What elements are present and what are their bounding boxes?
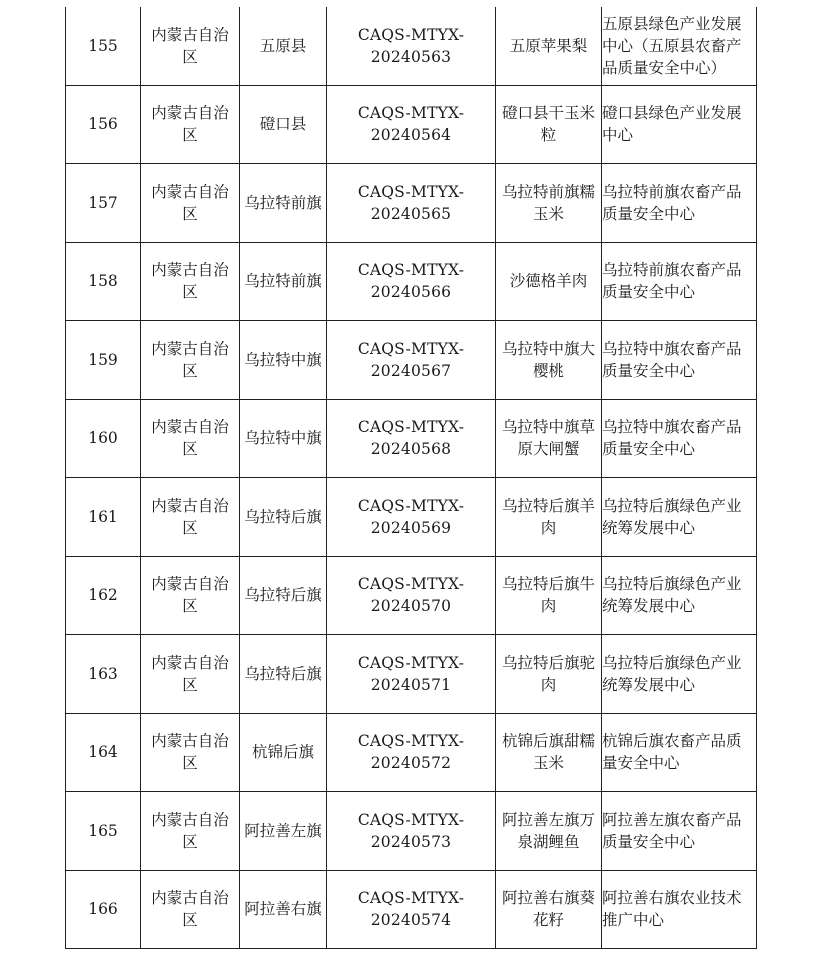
county-cell: 乌拉特前旗: [240, 242, 327, 321]
province-cell: [141, 321, 240, 400]
county-cell: 乌拉特前旗: [240, 164, 327, 243]
row-number-cell: 164: [66, 713, 141, 792]
table-row: [66, 7, 757, 85]
table-row: [66, 635, 757, 714]
organization-cell: 乌拉特中旗农畜产品质量安全中心: [602, 399, 757, 478]
province-cell: [141, 556, 240, 635]
province-cell: [141, 399, 240, 478]
organization-cell: 乌拉特前旗农畜产品质量安全中心: [602, 164, 757, 243]
product-name-cell: 阿拉善左旗万泉湖鲤鱼: [496, 792, 602, 871]
county-cell: 磴口县: [240, 85, 327, 164]
certificate-code-cell: CAQS-MTYX-20240571: [327, 635, 496, 714]
row-number-cell: 163: [66, 635, 141, 714]
county-cell: 阿拉善左旗: [240, 792, 327, 871]
province-text: 内蒙古自治区: [151, 261, 229, 302]
row-number-cell: 156: [66, 85, 141, 164]
certificate-code-cell: CAQS-MTYX-20240563: [327, 7, 496, 85]
organization-cell: 阿拉善左旗农畜产品质量安全中心: [602, 792, 757, 871]
row-number-cell: 166: [66, 870, 141, 949]
product-name-cell: 乌拉特后旗驼肉: [496, 635, 602, 714]
registry-table-body: [66, 7, 757, 949]
registry-table: [65, 7, 757, 949]
table-row: [66, 713, 757, 792]
product-name-cell: 乌拉特后旗牛肉: [496, 556, 602, 635]
county-cell: 乌拉特中旗: [240, 321, 327, 400]
row-number-cell: 162: [66, 556, 141, 635]
province-text: 内蒙古自治区: [151, 25, 229, 66]
organization-cell: 磴口县绿色产业发展中心: [602, 85, 757, 164]
county-cell: 杭锦后旗: [240, 713, 327, 792]
certificate-code-cell: CAQS-MTYX-20240572: [327, 713, 496, 792]
organization-cell: 乌拉特中旗农畜产品质量安全中心: [602, 321, 757, 400]
certificate-code-cell: CAQS-MTYX-20240574: [327, 870, 496, 949]
organization-cell: 乌拉特后旗绿色产业统筹发展中心: [602, 478, 757, 557]
product-name-cell: 五原苹果梨: [496, 7, 602, 85]
table-row: [66, 556, 757, 635]
county-cell: 乌拉特后旗: [240, 556, 327, 635]
province-cell: [141, 478, 240, 557]
province-cell: [141, 7, 240, 85]
product-name-cell: 乌拉特后旗羊肉: [496, 478, 602, 557]
certificate-code-cell: CAQS-MTYX-20240569: [327, 478, 496, 557]
row-number-cell: 159: [66, 321, 141, 400]
table-row: [66, 164, 757, 243]
certificate-code-cell: CAQS-MTYX-20240564: [327, 85, 496, 164]
province-text: 内蒙古自治区: [151, 339, 229, 380]
province-cell: [141, 85, 240, 164]
organization-cell: 五原县绿色产业发展中心（五原县农畜产品质量安全中心）: [602, 7, 757, 85]
table-row: [66, 478, 757, 557]
product-name-cell: 乌拉特中旗草原大闸蟹: [496, 399, 602, 478]
province-cell: [141, 635, 240, 714]
organization-cell: 乌拉特前旗农畜产品质量安全中心: [602, 242, 757, 321]
county-cell: 乌拉特后旗: [240, 478, 327, 557]
county-cell: 阿拉善右旗: [240, 870, 327, 949]
table-row: [66, 399, 757, 478]
province-text: 内蒙古自治区: [151, 104, 229, 145]
county-cell: 乌拉特后旗: [240, 635, 327, 714]
province-cell: [141, 792, 240, 871]
product-name-cell: 沙德格羊肉: [496, 242, 602, 321]
province-cell: [141, 242, 240, 321]
province-text: 内蒙古自治区: [151, 810, 229, 851]
product-name-cell: 杭锦后旗甜糯玉米: [496, 713, 602, 792]
certificate-code-cell: CAQS-MTYX-20240568: [327, 399, 496, 478]
organization-cell: 杭锦后旗农畜产品质量安全中心: [602, 713, 757, 792]
product-name-cell: 乌拉特中旗大樱桃: [496, 321, 602, 400]
product-name-cell: 阿拉善右旗葵花籽: [496, 870, 602, 949]
product-name-cell: 磴口县干玉米粒: [496, 85, 602, 164]
province-cell: [141, 713, 240, 792]
organization-cell: 乌拉特后旗绿色产业统筹发展中心: [602, 556, 757, 635]
province-text: 内蒙古自治区: [151, 496, 229, 537]
certificate-code-cell: CAQS-MTYX-20240573: [327, 792, 496, 871]
row-number-cell: 165: [66, 792, 141, 871]
row-number-cell: 158: [66, 242, 141, 321]
province-text: 内蒙古自治区: [151, 732, 229, 773]
organization-cell: 阿拉善右旗农业技术推广中心: [602, 870, 757, 949]
table-row: [66, 85, 757, 164]
organization-cell: 乌拉特后旗绿色产业统筹发展中心: [602, 635, 757, 714]
county-cell: 五原县: [240, 7, 327, 85]
table-row: [66, 870, 757, 949]
province-text: 内蒙古自治区: [151, 889, 229, 930]
province-text: 内蒙古自治区: [151, 418, 229, 459]
province-text: 内蒙古自治区: [151, 575, 229, 616]
certificate-code-cell: CAQS-MTYX-20240566: [327, 242, 496, 321]
row-number-cell: 157: [66, 164, 141, 243]
table-row: [66, 321, 757, 400]
province-text: 内蒙古自治区: [151, 182, 229, 223]
certificate-code-cell: CAQS-MTYX-20240565: [327, 164, 496, 243]
row-number-cell: 160: [66, 399, 141, 478]
table-row: [66, 792, 757, 871]
row-number-cell: 155: [66, 7, 141, 85]
county-cell: 乌拉特中旗: [240, 399, 327, 478]
province-text: 内蒙古自治区: [151, 653, 229, 694]
product-name-cell: 乌拉特前旗糯玉米: [496, 164, 602, 243]
certificate-code-cell: CAQS-MTYX-20240570: [327, 556, 496, 635]
province-cell: [141, 164, 240, 243]
certificate-code-cell: CAQS-MTYX-20240567: [327, 321, 496, 400]
province-cell: [141, 870, 240, 949]
table-row: [66, 242, 757, 321]
row-number-cell: 161: [66, 478, 141, 557]
